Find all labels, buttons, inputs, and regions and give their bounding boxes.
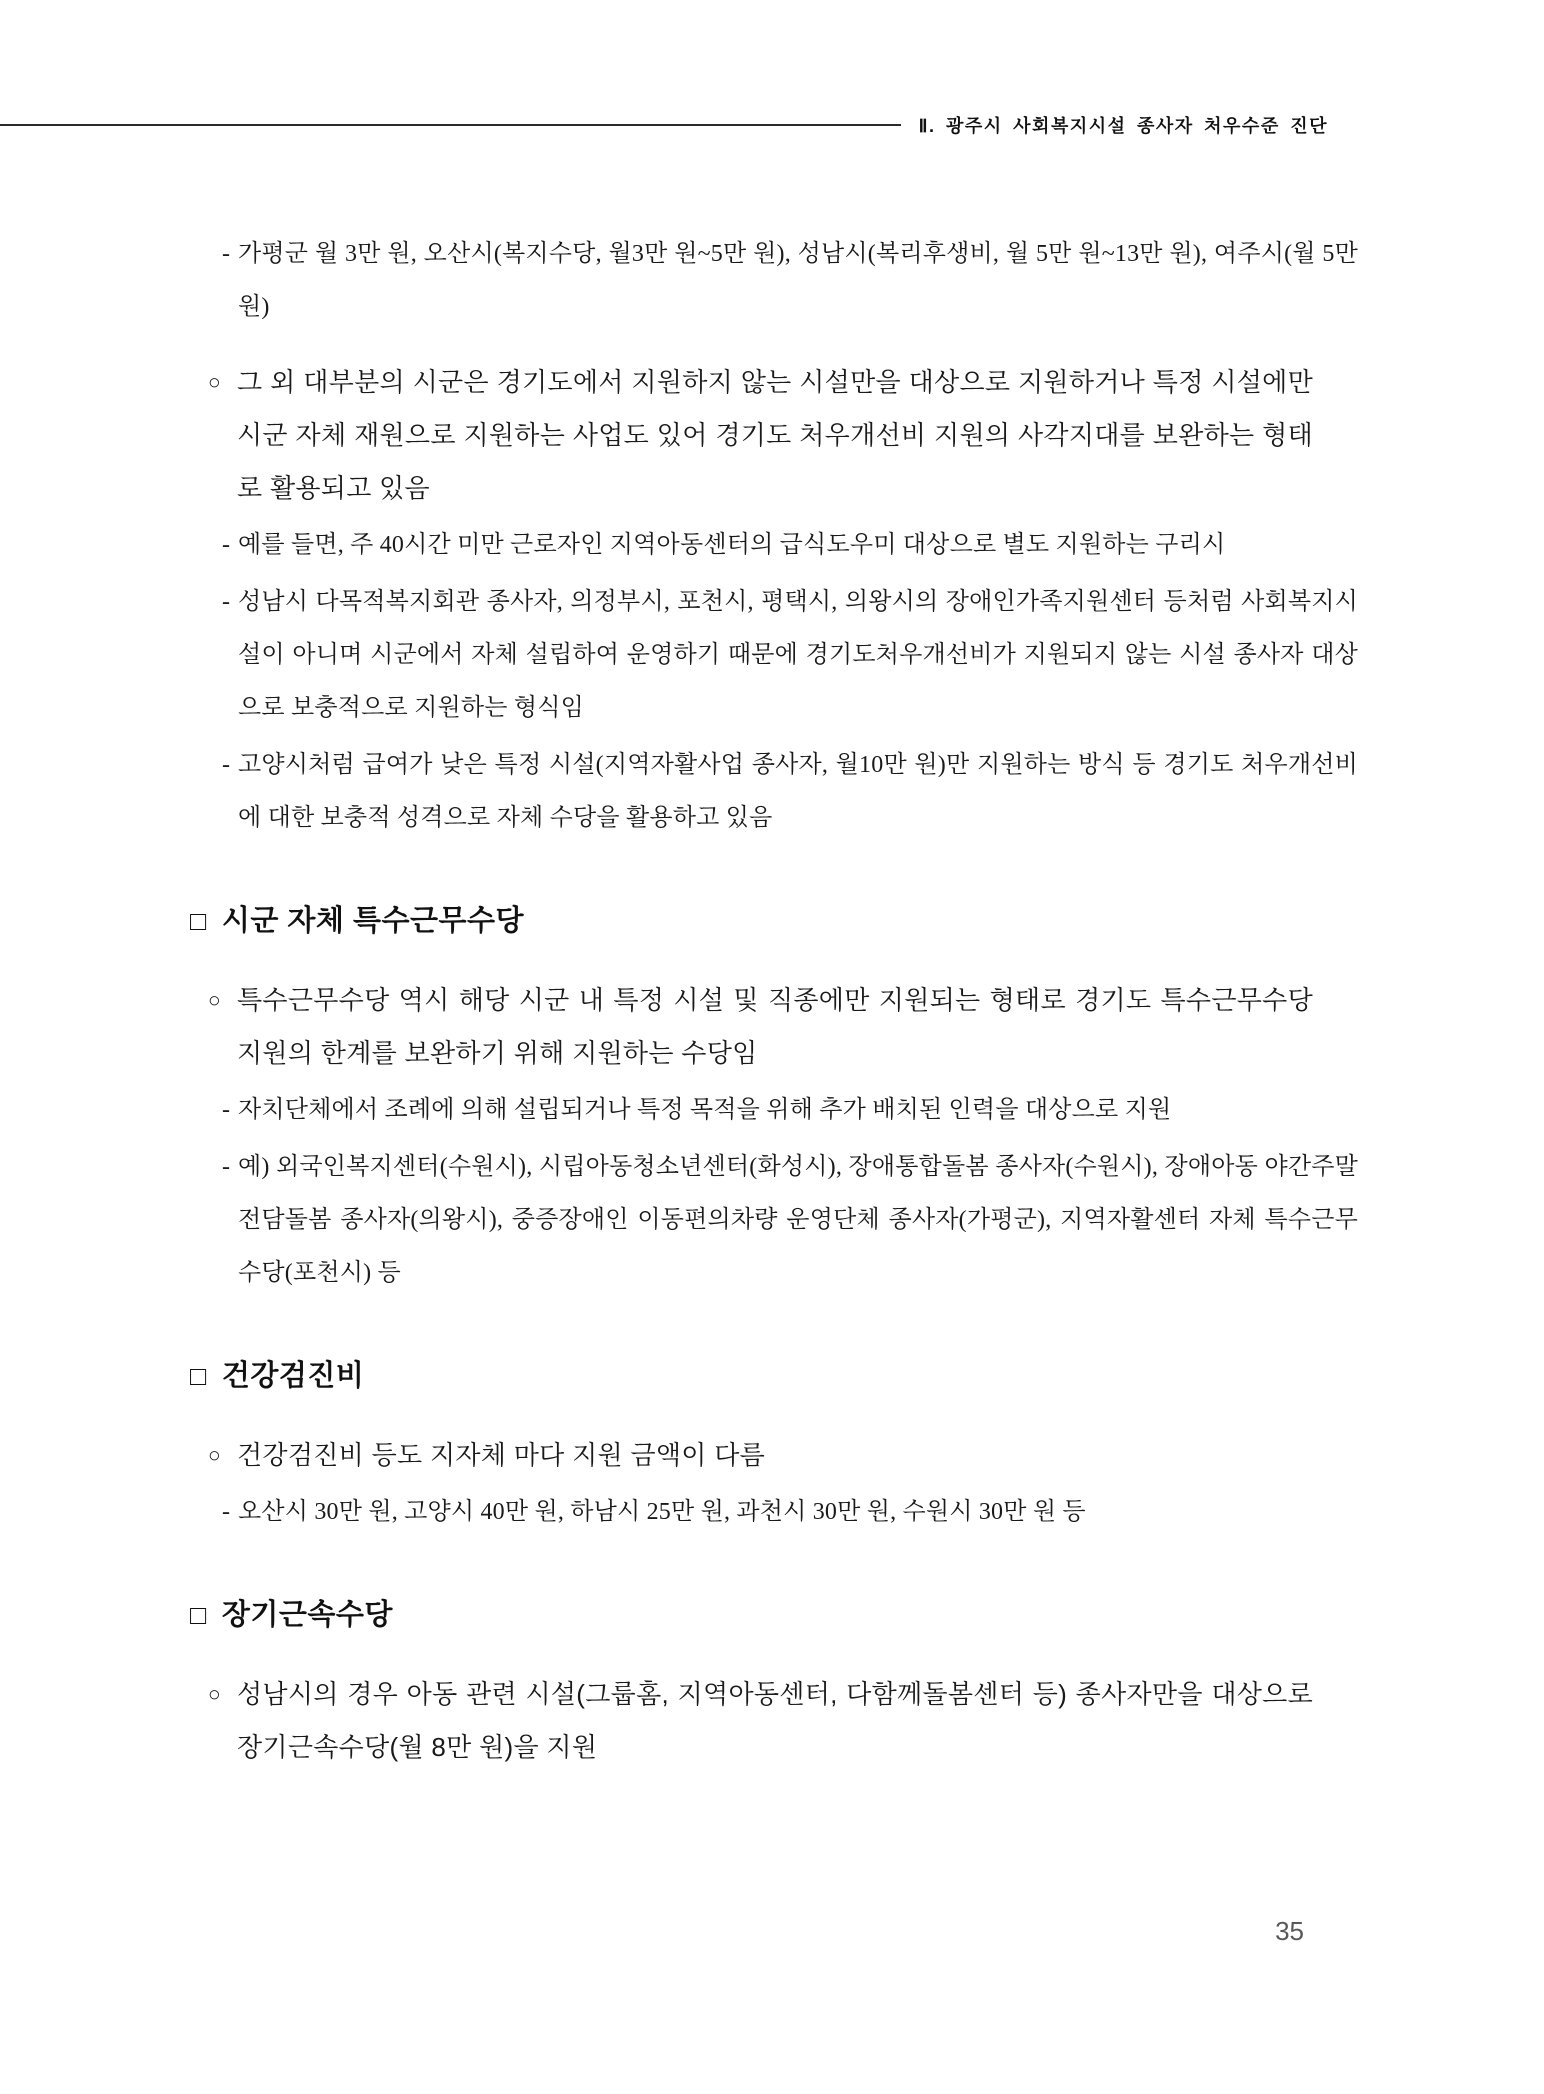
section-title: 건강검진비: [221, 1360, 365, 1392]
dash-text: 오산시 30만 원, 고양시 40만 원, 하남시 25만 원, 과천시 30만 원, 수원시 30만 원 등: [238, 1499, 1086, 1525]
dash-item-seongnam-facilities: [222, 576, 1358, 735]
square-marker: □: [190, 906, 207, 936]
dash-item-goyang: [222, 739, 1358, 845]
circle-marker: ○: [208, 1444, 221, 1467]
square-marker: □: [190, 1361, 207, 1391]
circle-marker: ○: [208, 989, 221, 1012]
section-title: 시군 자체 특수근무수당: [221, 905, 525, 937]
section-title: 장기근속수당: [221, 1599, 393, 1631]
circle-marker: ○: [208, 371, 221, 394]
circle-item-special-duty: [208, 974, 1358, 1080]
dash-text: 가평군 월 3만 원, 오산시(복지수당, 월3만 원~5만 원), 성남시(복리후생비, 월 5만 원~13만 원), 여주시(월 5만 원): [238, 241, 1358, 320]
circle-text: 성남시의 경우 아동 관련 시설(그룹홈, 지역아동센터, 다함께돌봄센터 등) 종사자만을 대상으로 장기근속수당(월 8만 원)을 지원: [237, 1679, 1313, 1762]
dash-text: 자치단체에서 조례에 의해 설립되거나 특정 목적을 위해 추가 배치된 인력을 대상으로 지원: [238, 1097, 1172, 1123]
page-content: [190, 228, 1358, 1774]
circle-text: 건강검진비 등도 지자체 마다 지원 금액이 다름: [237, 1440, 766, 1470]
dash-item-allowances: [222, 228, 1358, 334]
header-rule: [0, 124, 901, 126]
page-number: 35: [1275, 1916, 1304, 1946]
dash-item-checkup-amounts: [222, 1486, 1358, 1539]
circle-item-longevity: [208, 1668, 1358, 1774]
circle-text: 특수근무수당 역시 해당 시군 내 특정 시설 및 직종에만 지원되는 형태로 경기도 특수근무수당 지원의 한계를 보완하기 위해 지원하는 수당임: [237, 985, 1313, 1068]
dash-item-guri: [222, 519, 1358, 572]
dash-marker: -: [222, 532, 231, 558]
section-header-special-duty-allowance: [190, 901, 1358, 941]
dash-item-examples: [222, 1141, 1358, 1300]
dash-item-ordinance: [222, 1084, 1358, 1137]
dash-text: 예) 외국인복지센터(수원시), 시립아동청소년센터(화성시), 장애통합돌봄 종사자(수원시), 장애아동 야간주말전담돌봄 종사자(의왕시), 중증장애인 이동편의차량 운영단체 종사자(가평군), 지역자활센터 자체 특수근무수당(포천시) 등: [238, 1154, 1358, 1286]
dash-marker: -: [222, 752, 231, 778]
dash-marker: -: [222, 1097, 231, 1123]
dash-marker: -: [222, 589, 231, 615]
dash-text: 고양시처럼 급여가 낮은 특정 시설(지역자활사업 종사자, 월10만 원)만 지원하는 방식 등 경기도 처우개선비에 대한 보충적 성격으로 자체 수당을 활용하고 있음: [238, 752, 1358, 831]
circle-item-health-checkup: [208, 1429, 1358, 1482]
square-marker: □: [190, 1600, 207, 1630]
chapter-title: Ⅱ. 광주시 사회복지시설 종사자 처우수준 진단: [918, 116, 1328, 136]
running-header: [0, 112, 1328, 138]
dash-text: 성남시 다목적복지회관 종사자, 의정부시, 포천시, 평택시, 의왕시의 장애인가족지원센터 등처럼 사회복지시설이 아니며 시군에서 자체 설립하여 운영하기 때문에 경기도처우개선비가 지원되지 않는 시설 종사자 대상으로 보충적으로 지원하는 형식임: [238, 589, 1358, 721]
section-header-health-checkup: [190, 1356, 1358, 1396]
circle-text: 그 외 대부분의 시군은 경기도에서 지원하지 않는 시설만을 대상으로 지원하거나 특정 시설에만 시군 자체 재원으로 지원하는 사업도 있어 경기도 처우개선비 지원의 사각지대를 보완하는 형태로 활용되고 있음: [237, 367, 1313, 503]
dash-marker: -: [222, 1154, 231, 1180]
dash-marker: -: [222, 1499, 231, 1525]
circle-marker: ○: [208, 1683, 221, 1706]
circle-item-other-cities: [208, 356, 1358, 515]
section-header-longevity-allowance: [190, 1595, 1358, 1635]
dash-marker: -: [222, 241, 231, 267]
dash-text: 예를 들면, 주 40시간 미만 근로자인 지역아동센터의 급식도우미 대상으로 별도 지원하는 구리시: [238, 532, 1226, 558]
